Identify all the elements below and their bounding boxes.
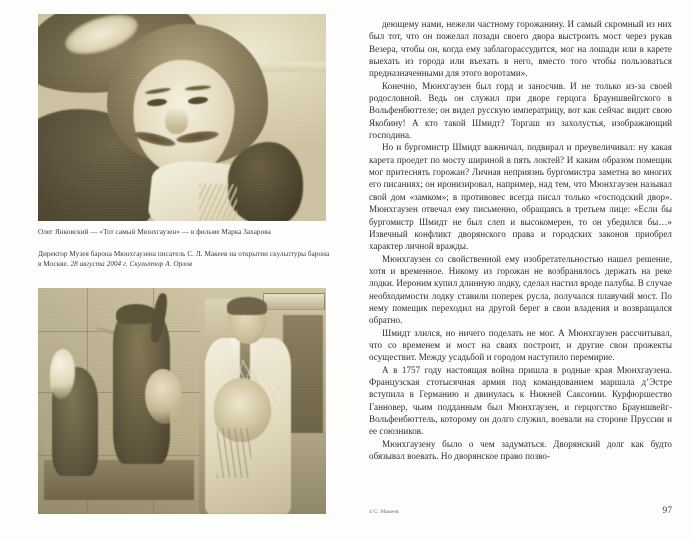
paragraph: А в 1757 году настоящая война пришла в родные края Мюнхгаузена. Французская стотысячная армия под командованием маршала д’Эстре вступила в Германию и двинулась к Нижней Саксонии. Курфюршество Ганновер, чьим подданным был Мюнхгаузен, и герцогство Брауншвейг-Вольфенбюттель, которому он долго служил, воевали на стороне Пруссии и ее союзников. [369,364,672,437]
sculpture-shop-sign [263,293,325,311]
portrait-chain [199,184,236,221]
paragraph: деющему нами, нежели частному горожанину. И самый скромный из них был тот, что он пожелал позади своего двора выстроить мост через рукав Везера, чтобы он, когда ему заблагорассудится, мог на лошади или в карете выехать из города или въехать в него, вместо того чтобы пользоваться предназначенными для этого воротами». [369,19,672,79]
portrait-photo-caption [38,227,330,237]
sculpture-baron-hat [116,304,156,324]
paragraph: Мюнхгаузен со свойственной ему изобретательностью нашел решение, хотя и временное. Никому из горожан не возбранялось держать на реке лодки. Иероним купил длинную лодку, сделал настил вроде палубы. В случае необходимости лодку ставили поперек русла, получался плавучий мост. По нему помещик переходил на другой берег в свои владения и возвращался обратно. [369,253,673,326]
paragraph: Мюнхгаузену было о чем задуматься. Дворянский долг как будто обязывал воевать. Но дворянское право позво- [369,438,672,462]
sculpture-photo-content [38,288,326,514]
portrait-photo [38,14,326,221]
portrait-nose [165,107,188,134]
sculpture-caption-italic: 28 августа 2004 г. Скульптор А. Орлов [70,260,193,269]
sculpture-photo [38,288,326,514]
page-footer [369,505,672,516]
man-hair [227,297,267,315]
bouquet-stems [217,428,252,478]
portrait-photo-content [38,14,326,221]
portrait-caption-text: Олег Янковский — «Тот самый Мюнхгаузен» — в фильме Марка Захарова [38,228,271,236]
sculpture-flowers-center [145,369,182,423]
page-number: 97 [662,505,672,516]
sculpture-caption-text: Директор Музея барона Мюнхгаузена писатель С. Л. Макеев на открытии скульптуры барона в Москве. [38,250,330,269]
paragraph: Шмидт злился, но ничего поделать не мог. А Мюнхгаузен рассчитывал, что со временем и мост на сваях построит, и другие свои прожекты осуществит. Между усадьбой и городом наступило перемирие. [369,327,672,363]
portrait-ruffle [228,142,303,221]
right-column-body-text [369,18,672,462]
signature-mark: 4 С. Макеев [369,509,399,515]
sculpture-photo-caption [38,249,330,270]
paragraph: Конечно, Мюнхгаузен был горд и заносчив. И не только из-за своей родословной. Ведь он служил при дворе герцога Брауншвейгского в Вольфенбюттеле; он видел русскую императрицу, вот как сейчас видит свою Якобину! А кто такой Шмидт? Торгаш из захолустья, изображающий господина. [369,80,672,141]
paragraph: Но и бургомистр Шмидт важничал, подвирал и преувеличивал: ну какая карета проедет по мосту шириной в пять локтей? И каким образом помещик мог притеснять горожан? Личная неприязнь бургомистра заметна во многих его писаниях; он иронизировал, например, над тем, что Мюнхгаузен называл свой дом «замком»; в противовес всегда писал только «господский двор». Мюнхгаузен отвечал ему письменно, обращаясь в третьем лице: «Если бы бургомистр Шмидт не был слеп и высокомерен, то он убедился бы…» Извечный конфликт дворянского права и городских законов приобрел характер личной вражды. [369,142,672,252]
